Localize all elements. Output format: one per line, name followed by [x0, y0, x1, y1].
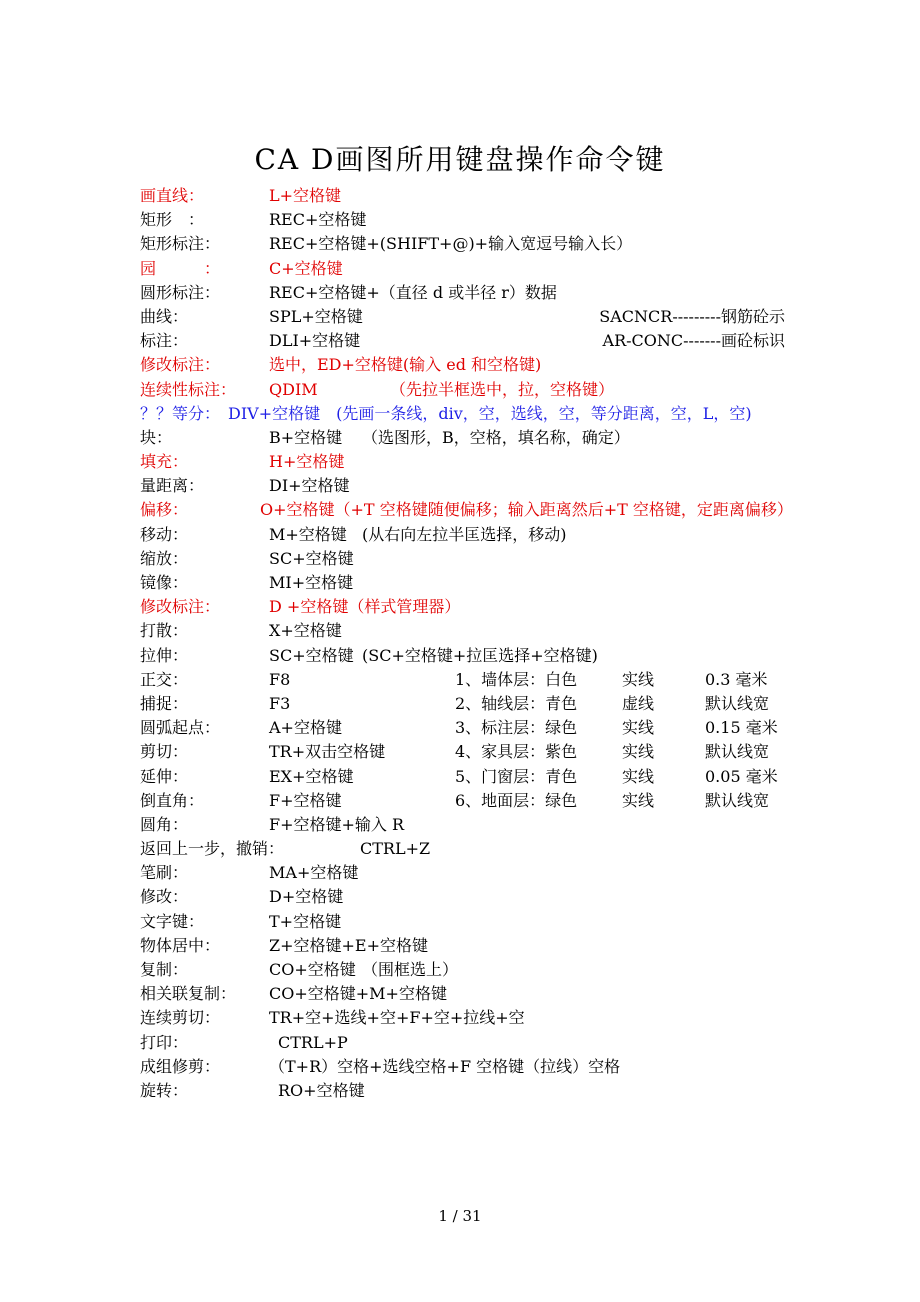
layer-lineweight: 默认线宽 — [705, 693, 770, 713]
command-note: AR-CONC-------画砼标识 — [602, 331, 785, 351]
command-label: 标注： — [140, 331, 189, 351]
list-item — [140, 353, 785, 377]
command-label: 画直线： — [140, 186, 205, 205]
layer-linetype: 实线 — [622, 669, 655, 689]
command-key: REC+空格键+(SHIFT+@)+输入宽逗号输入长） — [269, 234, 633, 254]
layer-name: 4、家具层：紫色 — [455, 742, 578, 762]
command-key: DI+空格键 — [269, 476, 350, 496]
command-label: 倒直角： — [140, 790, 205, 810]
list-item — [140, 885, 785, 909]
command-key: CO+空格键 — [269, 960, 356, 980]
command-note: （选图形，B，空格，填名称，确定） — [362, 427, 630, 447]
command-note: （先拉半框选中，拉，空格键） — [390, 379, 615, 399]
command-key: MA+空格键 — [269, 863, 359, 883]
list-item — [140, 1006, 785, 1030]
command-label: 文字键： — [140, 911, 205, 931]
list-item — [140, 523, 785, 547]
list-item — [140, 232, 785, 256]
command-label: 打印： — [140, 1032, 189, 1052]
command-label: 块： — [140, 427, 173, 447]
command-key: RO+空格键 — [278, 1080, 365, 1100]
layer-linetype: 实线 — [622, 742, 655, 762]
command-label: 旋转： — [140, 1080, 189, 1100]
command-text: 偏移： O+空格键（+T 空格键随便偏移；输入距离然后+T 空格键，定距离偏移） — [140, 500, 793, 520]
command-label: 矩形标注： — [140, 234, 221, 254]
command-label: 连续剪切： — [140, 1008, 221, 1028]
list-item — [140, 1031, 785, 1055]
command-note: (从右向左拉半匡选择，移动) — [362, 524, 567, 544]
page-number: 1 / 31 — [438, 1207, 482, 1225]
command-key: Z+空格键+E+空格键 — [269, 935, 429, 955]
list-item — [140, 958, 785, 982]
list-item — [140, 861, 785, 885]
command-key: TR+空+选线+空+F+空+拉线+空 — [269, 1008, 525, 1028]
command-label: 填充： — [140, 452, 189, 472]
command-label: 打散： — [140, 621, 189, 641]
command-label: 捕捉： — [140, 693, 189, 713]
command-key: REC+空格键+（直径 d 或半径 r）数据 — [269, 282, 557, 302]
command-label: 圆弧起点： — [140, 718, 221, 738]
layer-lineweight: 默认线宽 — [705, 790, 770, 810]
command-key: SC+空格键 — [269, 645, 354, 665]
list-item — [140, 1079, 785, 1103]
command-label: 园 ： — [140, 258, 221, 278]
command-key: CTRL+P — [278, 1032, 348, 1052]
command-text: ？？等分： DIV+空格键 (先画一条线，div，空，选线，空，等分距离，空，L，空) — [140, 403, 752, 423]
command-label: 正交： — [140, 669, 189, 689]
layer-linetype: 实线 — [622, 718, 655, 738]
command-label: 圆形标注： — [140, 282, 221, 302]
command-label: 拉伸： — [140, 645, 189, 665]
command-key: REC+空格键 — [269, 210, 367, 230]
list-item — [140, 716, 785, 740]
list-item — [140, 305, 785, 329]
command-label: 缩放： — [140, 548, 189, 568]
command-key: SPL+空格键 — [269, 306, 363, 326]
list-item — [140, 474, 785, 498]
list-item — [140, 692, 785, 716]
command-label: 成组修剪： — [140, 1056, 221, 1076]
list-item — [140, 765, 785, 789]
command-key: CO+空格键+M+空格键 — [269, 984, 447, 1004]
layer-lineweight: 0.3 毫米 — [705, 669, 768, 689]
layer-linetype: 实线 — [622, 766, 655, 786]
list-item — [140, 644, 785, 668]
command-key: A+空格键 — [269, 718, 342, 738]
command-key: T+空格键 — [269, 911, 342, 931]
layer-lineweight: 0.05 毫米 — [705, 766, 778, 786]
command-key: CTRL+Z — [360, 839, 431, 859]
list-item — [140, 208, 785, 232]
command-key: X+空格键 — [269, 621, 342, 641]
list-item — [140, 740, 785, 764]
command-key: F3 — [269, 693, 291, 713]
list-item — [140, 1055, 785, 1079]
command-key: H+空格键 — [269, 452, 345, 472]
command-key: F+空格键 — [269, 790, 342, 810]
list-item — [140, 378, 785, 402]
command-label: 修改： — [140, 887, 189, 907]
list-item — [140, 668, 785, 692]
layer-name: 6、地面层：绿色 — [455, 790, 578, 810]
command-label: 矩形 ： — [140, 210, 205, 230]
command-key: D+空格键 — [269, 887, 344, 907]
layer-name: 2、轴线层：青色 — [455, 693, 578, 713]
command-key: F8 — [269, 669, 291, 689]
command-note: （围框选上） — [362, 960, 459, 980]
page-title: CA D画图所用键盘操作命令键 — [254, 143, 666, 176]
command-key: M+空格键 — [269, 524, 347, 544]
command-key: L+空格键 — [269, 186, 342, 205]
command-key: D +空格键（样式管理器） — [269, 597, 461, 617]
command-key: MI+空格键 — [269, 573, 354, 593]
command-label: 修改标注： — [140, 597, 221, 617]
command-key: F+空格键+输入 R — [269, 814, 405, 834]
layer-lineweight: 默认线宽 — [705, 742, 770, 762]
command-key: QDIM — [269, 379, 318, 399]
command-key: SC+空格键 — [269, 548, 354, 568]
list-item — [140, 595, 785, 619]
list-item — [140, 789, 785, 813]
layer-name: 5、门窗层：青色 — [455, 766, 578, 786]
command-label: 修改标注： — [140, 355, 221, 375]
list-item — [140, 934, 785, 958]
list-item — [140, 571, 785, 595]
command-key: 选中，ED+空格键(输入 ed 和空格键) — [269, 355, 542, 375]
list-item — [140, 281, 785, 305]
command-key: （T+R）空格+选线空格+F 空格键（拉线）空格 — [269, 1056, 621, 1076]
list-item — [140, 982, 785, 1006]
command-label: 笔刷： — [140, 863, 189, 883]
layer-linetype: 实线 — [622, 790, 655, 810]
list-item — [140, 837, 785, 861]
command-label: 圆角： — [140, 814, 189, 834]
command-label: 连续性标注： — [140, 379, 237, 399]
layer-lineweight: 0.15 毫米 — [705, 718, 778, 738]
list-item — [140, 547, 785, 571]
command-label: 相关联复制： — [140, 984, 237, 1004]
list-item — [140, 498, 793, 522]
command-key: DLI+空格键 — [269, 331, 361, 351]
command-key: TR+双击空格键 — [269, 742, 386, 762]
command-note: (SC+空格键+拉匡选择+空格键) — [362, 645, 598, 665]
list-item — [140, 184, 785, 208]
command-label: 曲线： — [140, 306, 189, 326]
layer-name: 1、墙体层：白色 — [455, 669, 578, 689]
layer-linetype: 虚线 — [622, 693, 655, 713]
command-label: 复制： — [140, 960, 189, 980]
command-key: EX+空格键 — [269, 766, 354, 786]
list-item — [140, 329, 785, 353]
list-item — [140, 619, 785, 643]
list-item — [140, 402, 785, 426]
command-label: 物体居中： — [140, 935, 221, 955]
command-key: B+空格键 — [269, 427, 343, 447]
command-note: SACNCR---------钢筋砼示 — [599, 306, 785, 326]
command-label: 量距离： — [140, 476, 205, 496]
command-label: 镜像： — [140, 573, 189, 593]
list-item — [140, 257, 785, 281]
command-label: 剪切： — [140, 742, 189, 762]
command-list — [140, 184, 793, 1103]
command-label: 延伸： — [140, 766, 189, 786]
command-key: C+空格键 — [269, 258, 343, 278]
command-label: 返回上一步，撤销： — [140, 839, 285, 859]
command-label: 移动： — [140, 524, 189, 544]
list-item — [140, 450, 785, 474]
list-item — [140, 910, 785, 934]
list-item — [140, 426, 785, 450]
layer-name: 3、标注层：绿色 — [455, 718, 578, 738]
list-item — [140, 813, 785, 837]
